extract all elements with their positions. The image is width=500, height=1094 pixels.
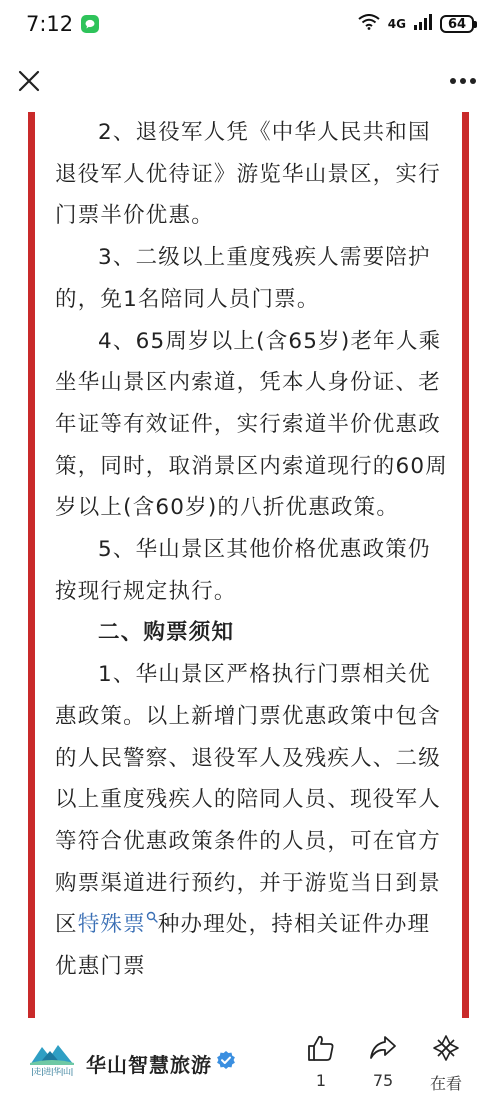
bottom-bar (0, 1025, 500, 1093)
close-icon (17, 69, 41, 93)
section-heading: 二、购票须知 (98, 620, 235, 646)
more-dots-icon (449, 77, 477, 85)
status-bar (0, 0, 500, 48)
like-count: 1 (315, 1071, 327, 1090)
paragraph-text: 1、华山景区严格执行门票相关优惠政策。以上新增门票优惠政策中包含的人民警察、退役军人及残疾人、二级以上重度残疾人的陪同人员、现役军人等符合优惠政策条件的人员，可在官方购票渠道进行预约，并于游览当日到景区 (55, 662, 441, 938)
zaikan-flower-icon (431, 1033, 461, 1063)
battery-level: 64 (447, 16, 467, 32)
article-body (55, 112, 450, 988)
verified-badge-icon (216, 1050, 236, 1070)
brand-logo[interactable] (28, 1039, 76, 1079)
message-notification-icon (81, 15, 99, 33)
clock: 7:12 (26, 12, 74, 36)
article-paragraph (55, 654, 450, 988)
paragraph-text: 种办理处，持相关证件办理优惠门票 (55, 912, 431, 980)
top-bar (0, 56, 500, 112)
article-paragraph: 4、65周岁以上(含65岁)老年人乘坐华山景区内索道，凭本人身份证、老年证等有效证件，实行索道半价优惠政策，同时，取消景区内索道现行的60周岁以上(含60岁)的八折优惠政策。 (55, 328, 448, 521)
like-button[interactable] (293, 1033, 349, 1090)
wifi-icon (358, 14, 380, 34)
article-paragraph: 5、华山景区其他价格优惠政策仍按现行规定执行。 (55, 537, 431, 604)
status-left (26, 12, 99, 36)
share-button[interactable] (355, 1033, 411, 1090)
share-arrow-icon (368, 1033, 398, 1063)
article-paragraph: 3、二级以上重度残疾人需要陪护的，免1名陪同人员门票。 (55, 245, 431, 312)
more-options-button[interactable] (446, 68, 480, 94)
special-ticket-link[interactable]: 特殊票 (77, 912, 146, 938)
signal-icon (414, 14, 432, 34)
thumbs-up-icon (306, 1033, 336, 1063)
search-icon[interactable] (146, 911, 158, 923)
close-button[interactable] (12, 64, 46, 98)
account-name[interactable]: 华山智慧旅游 (86, 1053, 212, 1077)
article-frame (28, 112, 469, 1018)
status-right (358, 14, 474, 34)
zaikan-button[interactable] (418, 1033, 474, 1094)
battery-icon (440, 15, 474, 33)
zaikan-label: 在看 (429, 1074, 462, 1093)
article-paragraph: 2、退役军人凭《中华人民共和国退役军人优待证》游览华山景区，实行门票半价优惠。 (55, 120, 441, 229)
network-type: 4G (387, 17, 406, 31)
share-count: 75 (372, 1071, 394, 1090)
logo-text: |走|进|华|山| (31, 1067, 73, 1076)
